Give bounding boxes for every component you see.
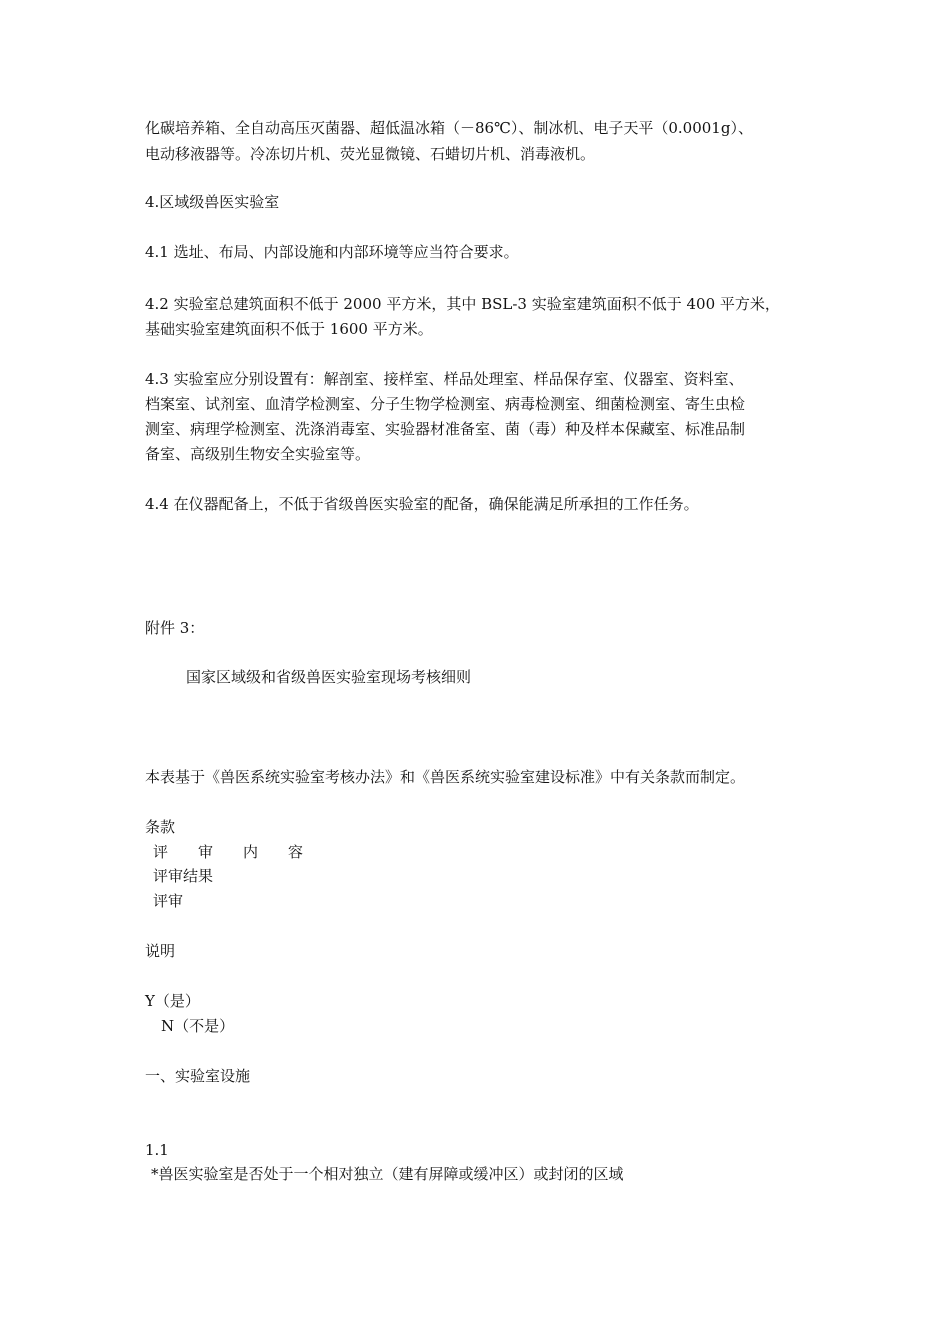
section-4-1-text: 4.1 选址、布局、内部设施和内部环境等应当符合要求。: [145, 243, 519, 261]
intro-line-1: 化碳培养箱、全自动高压灭菌器、超低温冰箱（－86℃）、制冰机、电子天平（0.0001g）、: [145, 119, 753, 137]
section-4-3-line-4: 备室、高级别生物安全实验室等。: [145, 445, 371, 463]
section-4-4-text: 4.4 在仪器配备上，不低于省级兽医实验室的配备，确保能满足所承担的工作任务。: [145, 495, 699, 513]
table-header-clause: 条款: [145, 818, 176, 836]
option-yes: Y（是）: [145, 992, 200, 1010]
section-4-heading: 4.区域级兽医实验室: [145, 193, 280, 211]
table-header-review: 评审: [153, 892, 184, 910]
part-1-heading: 一、实验室设施: [145, 1067, 251, 1085]
table-header-content: 评 审 内 容: [153, 843, 304, 861]
section-4-2-line-2: 基础实验室建筑面积不低于 1600 平方米。: [145, 320, 433, 338]
intro-line-2: 电动移液器等。冷冻切片机、荧光显微镜、石蜡切片机、消毒液机。: [145, 145, 596, 163]
section-4-3-line-1: 4.3 实验室应分别设置有：解剖室、接样室、样品处理室、样品保存室、仪器室、资料室、: [145, 370, 744, 388]
attachment-title: 国家区域级和省级兽医实验室现场考核细则: [186, 668, 472, 686]
item-1-1-text: *兽医实验室是否处于一个相对独立（建有屏障或缓冲区）或封闭的区域: [151, 1165, 624, 1183]
table-header-remarks: 说明: [145, 942, 176, 960]
section-4-3-line-2: 档案室、试剂室、血清学检测室、分子生物学检测室、病毒检测室、细菌检测室、寄生虫检: [145, 395, 746, 413]
section-4-2-line-1: 4.2 实验室总建筑面积不低于 2000 平方米，其中 BSL-3 实验室建筑面积不低于 400 平方米，: [145, 295, 780, 313]
section-4-3-line-3: 测室、病理学检测室、洗涤消毒室、实验器材准备室、菌（毒）种及样本保藏室、标准品制: [145, 420, 746, 438]
basis-note: 本表基于《兽医系统实验室考核办法》和《兽医系统实验室建设标准》中有关条款而制定。: [145, 768, 746, 786]
table-header-result: 评审结果: [153, 867, 214, 885]
attachment-label: 附件 3：: [145, 619, 205, 637]
item-1-1-number: 1.1: [145, 1141, 169, 1159]
option-no: N（不是）: [161, 1017, 235, 1035]
